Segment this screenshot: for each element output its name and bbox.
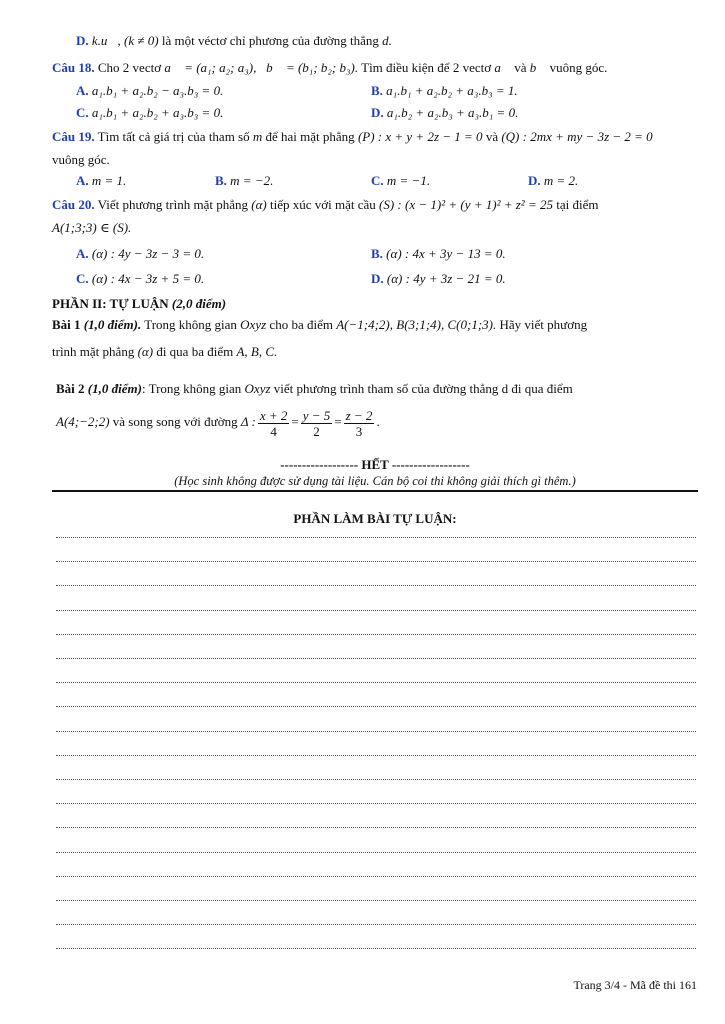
q18-vector-a: a⃗ = (a₁; a₂; a₃),: [164, 60, 257, 75]
q19-plane-q: (Q) : 2mx + my − 3z − 2 = 0: [501, 129, 653, 144]
q20-stem-cont: [52, 219, 131, 237]
q20-stem: [52, 196, 598, 214]
option-label: A.: [76, 246, 89, 261]
bai2-text-b: viết phương trình tham số của đường thẳng d đi qua điểm: [273, 381, 573, 396]
q17-option-d-label: D.: [76, 33, 89, 48]
part2-title: PHẦN II: TỰ LUẬN: [52, 296, 169, 311]
option-label: A.: [76, 83, 89, 98]
option-label: A.: [76, 173, 89, 188]
option-text: (α) : 4x − 3z + 5 = 0.: [91, 271, 205, 286]
answer-line: [56, 827, 696, 828]
option-label: C.: [76, 105, 89, 120]
answer-line: [56, 779, 696, 780]
option-text: (α) : 4y − 3z − 3 = 0.: [91, 246, 205, 261]
option-label: D.: [371, 105, 384, 120]
bai1-line2: [52, 343, 277, 361]
q19-stem-b: để hai mặt phẳng: [265, 129, 355, 144]
q18-stem-b: Tìm điều kiện để 2 vectơ: [361, 60, 492, 75]
q20-label: Câu 20.: [52, 197, 95, 212]
q18-and: và: [514, 60, 527, 75]
q18-option-d: [371, 104, 518, 122]
bai2-points: (1,0 điểm): [87, 381, 142, 396]
bai2-delta: Δ :: [240, 414, 256, 429]
q18-stem-c: vuông góc.: [549, 60, 608, 75]
q20-stem-b: tiếp xúc với mặt cầu: [269, 197, 376, 212]
bai1-text-e: đi qua ba điểm: [156, 344, 234, 359]
answer-line: [56, 924, 696, 925]
bai1-alpha: (α): [137, 344, 154, 359]
q19-option-a: [76, 172, 126, 190]
option-label: D.: [528, 173, 541, 188]
q19-stem-c: vuông góc.: [52, 152, 110, 167]
fraction-denominator: 3: [355, 423, 363, 439]
option-text: a₁.b₁ + a₂.b₂ + a₃.b₃ = 1.: [386, 83, 518, 98]
option-label: C.: [371, 173, 384, 188]
q18-a-symbol: a⃗: [494, 60, 511, 75]
bai1-oxyz: Oxyz: [240, 317, 267, 332]
option-label: B.: [215, 173, 227, 188]
answer-line: [56, 755, 696, 756]
option-text: (α) : 4x + 3y − 13 = 0.: [386, 246, 506, 261]
answer-line: [56, 731, 696, 732]
q17-option-d-math: k.u⃗, (k ≠ 0): [91, 33, 159, 48]
q20-point: A(1;3;3) ∈ (S).: [52, 220, 132, 235]
option-label: D.: [371, 271, 384, 286]
bai2-text-a: : Trong không gian: [141, 381, 242, 396]
fraction-denominator: 2: [313, 423, 320, 439]
q17-option-d-text: là một véctơ chỉ phương của đường thẳng: [161, 33, 379, 48]
q19-and: và: [485, 129, 499, 144]
bai2-line2: [56, 404, 380, 440]
answer-line: [56, 610, 696, 611]
answer-line: [56, 585, 696, 586]
page-footer: Trang 3/4 - Mã đề thi 161: [573, 978, 697, 992]
part2-points: (2,0 điểm): [171, 296, 227, 311]
answer-line: [56, 803, 696, 804]
q19-option-b: [215, 172, 273, 190]
q18-b-symbol: b⃗: [529, 60, 547, 75]
equals-sign: =: [291, 414, 299, 429]
option-label: B.: [371, 83, 383, 98]
q19-stem: [52, 128, 653, 146]
q19-option-d: [528, 172, 578, 190]
option-text: (α) : 4y + 3z − 21 = 0.: [386, 271, 506, 286]
q20-stem-a: Viết phương trình mặt phẳng: [97, 197, 248, 212]
q20-option-d: [371, 270, 506, 288]
bai1-line1: [52, 316, 587, 334]
bai2-fraction-x: [258, 408, 290, 439]
q18-option-b: [371, 82, 518, 100]
q20-alpha: (α): [251, 197, 267, 212]
option-text: m = 2.: [543, 173, 579, 188]
option-text: m = 1.: [91, 173, 127, 188]
option-text: a₁.b₁ + a₂.b₂ − a₃.b₃ = 0.: [91, 83, 224, 98]
q18-option-c: [76, 104, 223, 122]
answer-line: [56, 682, 696, 683]
bai1-text-d: trình mặt phẳng: [52, 344, 135, 359]
option-label: C.: [76, 271, 89, 286]
q20-option-c: [76, 270, 204, 288]
bai1-label: Bài 1: [52, 317, 81, 332]
bai1-points: (1,0 điểm).: [83, 317, 142, 332]
q20-sphere: (S) : (x − 1)² + (y + 1)² + z² = 25: [379, 197, 553, 212]
bai1-text-b: cho ba điểm: [269, 317, 333, 332]
bai2-end: .: [376, 414, 380, 429]
bai2-fraction-y: [301, 408, 333, 439]
exam-note: (Học sinh không được sử dụng tài liệu. Cán bộ coi thi không giải thích gì thêm.): [174, 474, 576, 488]
q19-param-m: m: [252, 129, 263, 144]
bai2-point: A(4;−2;2): [56, 414, 110, 429]
answer-line: [56, 948, 696, 949]
equals-sign: =: [334, 414, 342, 429]
bai2-line1: [56, 380, 573, 398]
bai1-text-c: Hãy viết phương: [499, 317, 588, 332]
q19-stem-a: Tìm tất cả giá trị của tham số: [97, 129, 250, 144]
q17-option-d: [76, 32, 392, 50]
fraction-numerator: x + 2: [259, 407, 288, 423]
bai1-text-a: Trong không gian: [144, 317, 237, 332]
q20-option-a: [76, 245, 204, 263]
fraction-numerator: y − 5: [302, 407, 331, 423]
answer-line: [56, 537, 696, 538]
answer-line: [56, 852, 696, 853]
q18-option-a: [76, 82, 223, 100]
q19-stem-cont: [52, 151, 110, 169]
separator-line: [52, 490, 698, 492]
option-label: B.: [371, 246, 383, 261]
answer-heading: PHẦN LÀM BÀI TỰ LUẬN:: [293, 511, 457, 526]
q18-label: Câu 18.: [52, 60, 95, 75]
q17-option-d-var: d.: [382, 33, 392, 48]
q19-plane-p: (P) : x + y + 2z − 1 = 0: [357, 129, 483, 144]
q19-option-c: [371, 172, 430, 190]
option-text: m = −1.: [386, 173, 431, 188]
fraction-denominator: 4: [270, 423, 277, 439]
q19-label: Câu 19.: [52, 129, 95, 144]
bai1-points-abc: A(−1;4;2), B(3;1;4), C(0;1;3).: [336, 317, 497, 332]
answer-line: [56, 900, 696, 901]
bai2-fraction-z: [344, 408, 375, 439]
option-text: a₁.b₁ + a₂.b₂ + a₃.b₃ = 0.: [91, 105, 224, 120]
q20-option-b: [371, 245, 506, 263]
answer-line: [56, 634, 696, 635]
bai1-abc: A, B, C.: [236, 344, 278, 359]
q20-stem-c: tại điểm: [556, 197, 599, 212]
q18-stem-a: Cho 2 vectơ: [97, 60, 162, 75]
q18-stem: [52, 59, 607, 77]
part2-heading: [52, 295, 226, 313]
option-text: m = −2.: [230, 173, 274, 188]
answer-line: [56, 876, 696, 877]
option-text: a₁.b₂ + a₂.b₃ + a₃.b₁ = 0.: [386, 105, 519, 120]
bai2-label: Bài 2: [56, 381, 85, 396]
bai2-oxyz: Oxyz: [244, 381, 271, 396]
q18-vector-b: b⃗ = (b₁; b₂; b₃).: [266, 60, 359, 75]
end-mark: ------------------ HẾT ------------------: [280, 457, 470, 472]
answer-line: [56, 658, 696, 659]
answer-line: [56, 561, 696, 562]
bai2-text-c: và song song với đường: [112, 414, 238, 429]
answer-line: [56, 706, 696, 707]
fraction-numerator: z − 2: [345, 407, 373, 423]
